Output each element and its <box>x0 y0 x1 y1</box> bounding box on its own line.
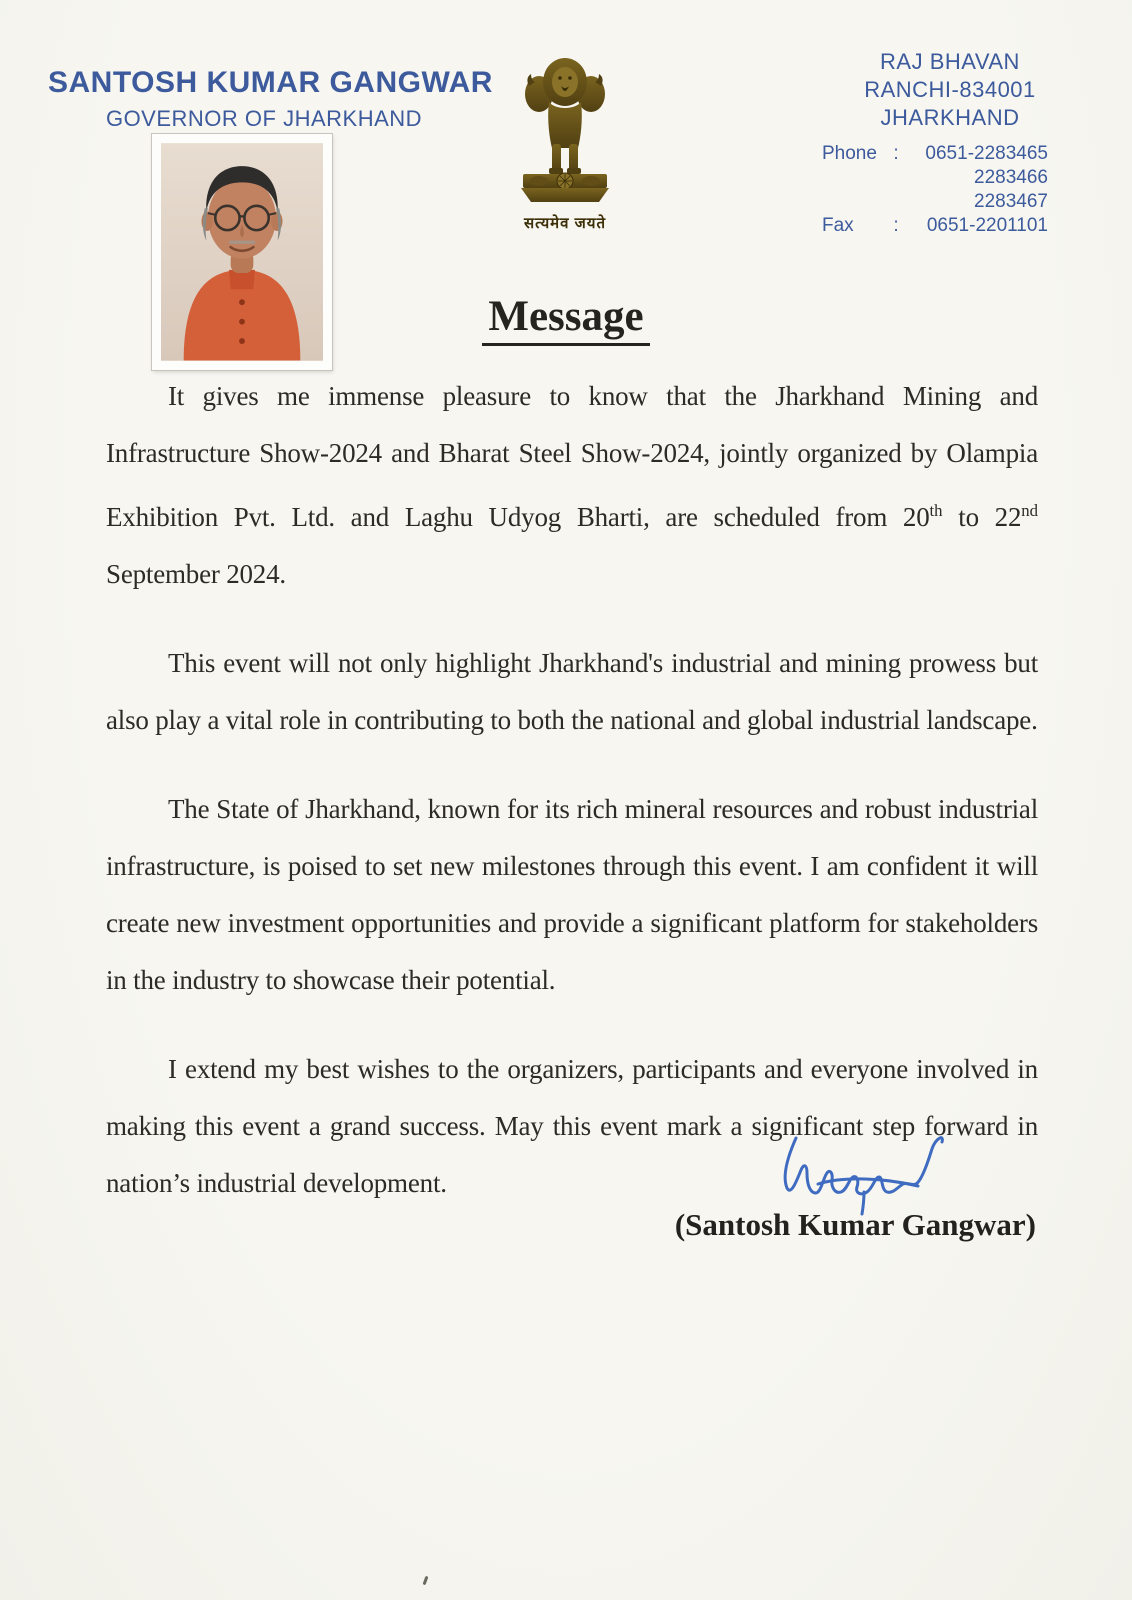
page-title-text: Message <box>482 292 649 346</box>
sender-title: GOVERNOR OF JHARKHAND <box>105 106 423 131</box>
spacer <box>888 166 904 190</box>
phone-separator: : <box>893 143 899 164</box>
paragraph-1 <box>106 368 1038 603</box>
paragraph-1-text: September 2024. <box>106 559 286 589</box>
fax-label: Fax <box>822 215 854 236</box>
office-line: JHARKHAND <box>880 105 1020 130</box>
letter-body <box>106 368 1038 1244</box>
signature-block <box>616 1132 1036 1243</box>
paragraph-1-text: It gives me immense pleasure to know that the Jharkhand Mining and Infrastructure Show-2024 and Bharat Steel Show-2024, jointly organized by Olampia Exhibition Pvt. Ltd. and Laghu Udyog Bharti, are scheduled from 20 <box>106 381 1038 532</box>
emblem-block <box>498 52 632 233</box>
phone-number: 0651-2283465 <box>925 143 1048 164</box>
phone-label: Phone <box>822 143 877 164</box>
ordinal-suffix: nd <box>1021 501 1038 520</box>
paragraph-1-text: to 22 <box>942 502 1022 532</box>
phone-number: 2283466 <box>974 167 1048 188</box>
sender-block <box>48 66 493 132</box>
signature-icon <box>766 1132 956 1216</box>
fax-separator: : <box>893 215 899 236</box>
paragraph-4: I extend my best wishes to the organizers, participants and everyone involved in making this event a grand success. May this event mark a significant step forward in nation’s industrial development. <box>106 1054 1038 1198</box>
fax-number: 0651-2201101 <box>926 215 1048 236</box>
spacer <box>822 166 884 190</box>
phone-number: 2283467 <box>974 191 1048 212</box>
office-line: RAJ BHAVAN <box>880 49 1020 74</box>
emblem-motto: सत्यमेव जयते <box>523 215 607 232</box>
page-title <box>0 292 1132 346</box>
ashoka-emblem-icon <box>505 52 625 204</box>
office-line: RANCHI-834001 <box>864 77 1036 102</box>
signatory-name: (Santosh Kumar Gangwar) <box>674 1207 1036 1242</box>
ordinal-suffix: th <box>929 501 943 520</box>
contact-block <box>820 142 1080 238</box>
spacer <box>822 190 884 214</box>
paper-speck <box>423 1576 429 1585</box>
paragraph-2: This event will not only highlight Jharkhand's industrial and mining prowess but also play a vital role in contributing to both the national and global industrial landscape. <box>106 648 1038 735</box>
office-address-block <box>820 48 1080 238</box>
paragraph-3: The State of Jharkhand, known for its rich mineral resources and robust industrial infrastructure, is poised to set new milestones through this event. I am confident it will create new investment opportunities and provide a significant platform for stakeholders in the industry to showcase their potential. <box>106 794 1038 995</box>
spacer <box>888 190 904 214</box>
sender-name: SANTOSH KUMAR GANGWAR <box>48 66 493 99</box>
